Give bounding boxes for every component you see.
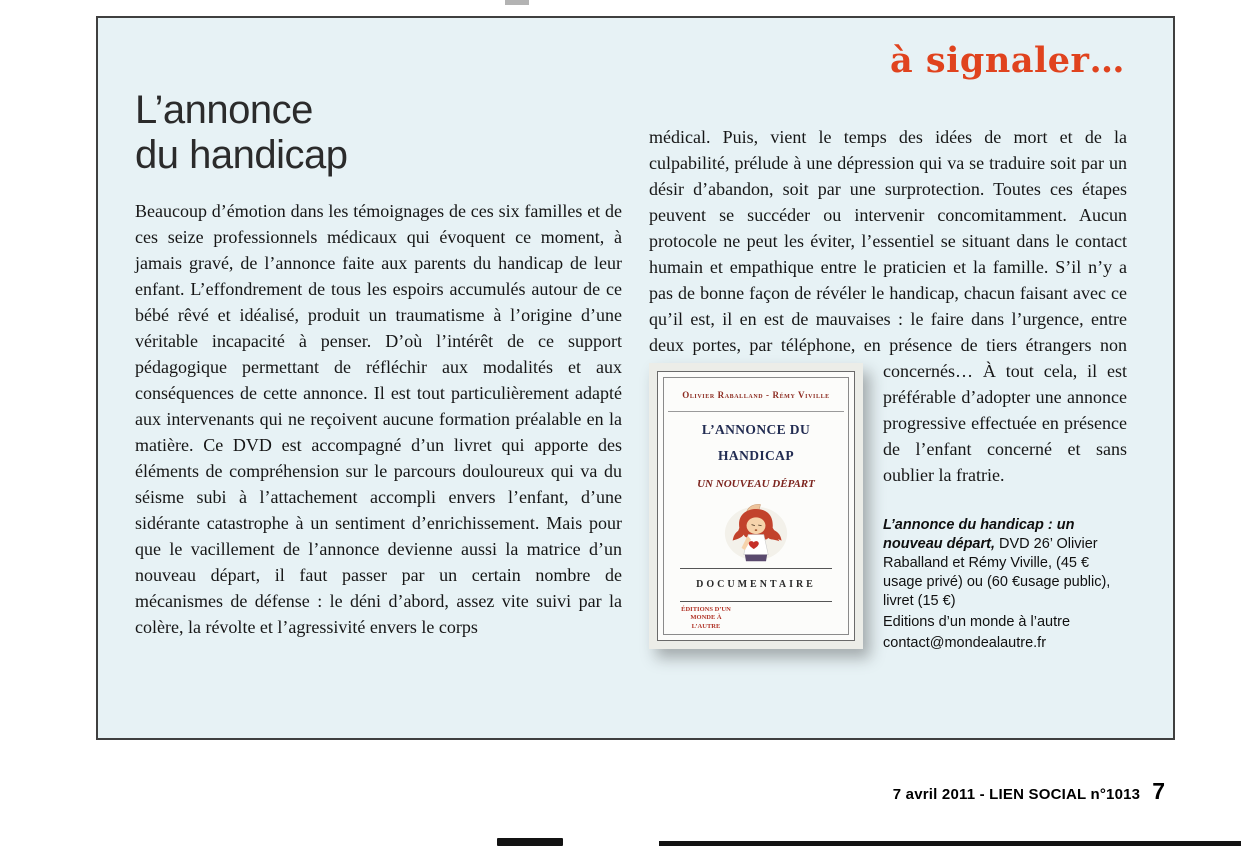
section-label: à signaler… bbox=[890, 40, 1125, 81]
article-text-left: Beaucoup d’émotion dans les témoignages de ces six familles et de ces seize professionnels médicaux qui évoquent ce moment, à jamais gravé, de l’annonce faite aux parents du handicap de leur enfant. L’effondrement de tous les espoirs accumulés autour de ce bébé rêvé et idéalisé, produit un traumatisme à l’origine d’une véritable incapacité à penser. D’où l’intérêt de ce support pédagogique permettant de réfléchir aux modalités et aux conséquences de cette annonce. Il est tout particulièrement adapté aux intervenants qui ne reçoivent aucune formation préalable en la matière. Ce DVD est accompagné d’un livret qui apporte des éléments de compréhension sur le parcours douloureux qui va du séisme subi à l’attachement accompli envers l’enfant, d’une sidérante catastrophe à un sentiment d’enrichissement. Mais pour que le vacillement de l’annonce devienne aussi la matrice d’un nouveau départ, il faut passer par un certain nombre de mécanismes de défense : le déni d’abord, assez vite suivi par la colère, la révolte et l’agressivité envers le corps bbox=[135, 201, 622, 638]
article-columns bbox=[135, 88, 1127, 655]
dvd-cover-photo bbox=[649, 363, 863, 649]
dvd-cover-authors: Olivier Raballand - Rémy Viville bbox=[668, 382, 844, 412]
article-title-line2: du handicap bbox=[135, 133, 348, 178]
dvd-cover bbox=[657, 371, 855, 641]
content-panel bbox=[96, 16, 1175, 740]
dvd-cover-subtitle: UN NOUVEAU DÉPART bbox=[697, 478, 815, 490]
left-column bbox=[135, 88, 622, 655]
scan-artifact bbox=[505, 0, 529, 5]
caption-details: DVD 26’ Olivier Raballand et Rémy Viville, (45 € usage privé) ou (60 €usage public), livret (15 €) bbox=[883, 536, 1111, 609]
dvd-cover-illustration bbox=[690, 499, 822, 566]
footer-page-number: 7 bbox=[1152, 778, 1165, 804]
caption-email: contact@mondealautre.fr bbox=[883, 635, 1047, 651]
scan-artifact bbox=[497, 838, 563, 846]
article-text-right-part2: cela, il est préférable d’adopter une annonce progressive effectuée en présence de l’enfant concerné et sans oublier la fratrie. bbox=[883, 361, 1128, 485]
footer-issue-info: 7 avril 2011 - LIEN SOCIAL n°1013 bbox=[892, 786, 1141, 803]
article-title bbox=[135, 88, 622, 178]
dvd-cover-title: L’ANNONCE DU HANDICAP bbox=[701, 422, 811, 463]
article-title-line1: L’annonce bbox=[135, 88, 313, 132]
article-text-right-part1: médical. Puis, vient le temps des idées de mort et de la culpabilité, prélude à une dépression qui va se traduire soit par un désir d’abandon, soit par une surprotection. Toutes ces étapes peuvent se succéder ou intervenir concomitamment. Aucun protocole ne peut les éviter, l’essentiel se situant dans le contact humain et empathique entre le praticien et la famille. S’il n’y a pas de bonne façon de révéler le handicap, chacun faisant avec ce qu’il est, il en est de mauvaises : le faire dans l’urgence, entre deux portes, par téléphone, en présence de tiers étrangers non concernés… À tout bbox=[649, 127, 1127, 381]
dvd-cover-genre: DOCUMENTAIRE bbox=[680, 568, 832, 602]
page-footer bbox=[893, 778, 1165, 805]
right-column bbox=[649, 88, 1127, 655]
caption-title: L’annonce du handicap : un nouveau départ, bbox=[883, 517, 1075, 552]
dvd-cover-publisher-logo: ÉDITIONS D’UN MONDE À L’AUTRE bbox=[681, 605, 731, 630]
dvd-cover-frame bbox=[663, 377, 849, 635]
scan-artifact bbox=[659, 841, 1241, 846]
caption-publisher: Editions d’un monde à l’autre bbox=[883, 614, 1071, 630]
